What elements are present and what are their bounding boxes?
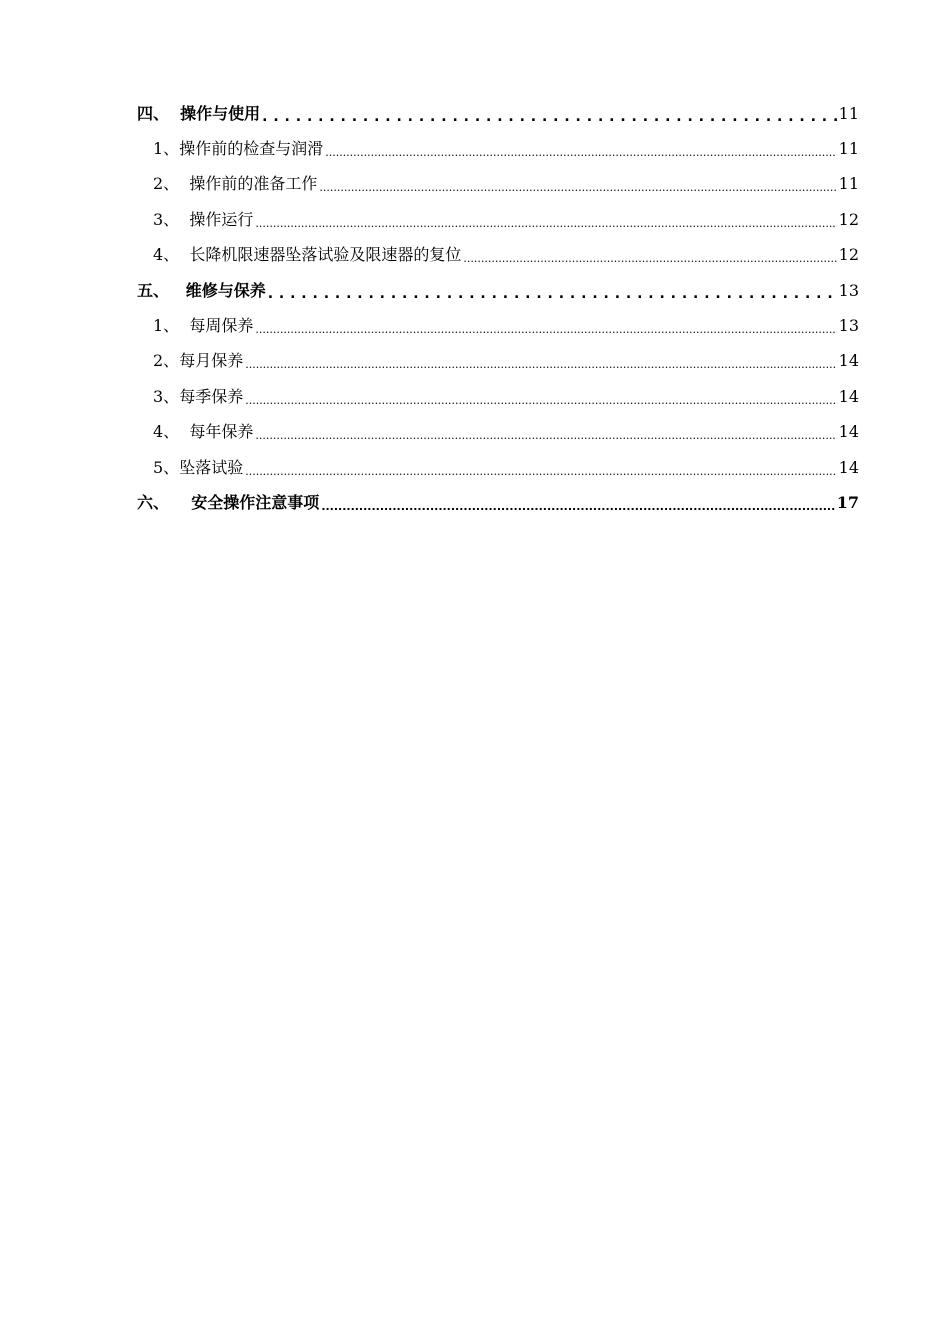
toc-entry-title: 每周保养 — [189, 316, 254, 336]
toc-entry-title: 每月保养 — [179, 351, 244, 371]
toc-entry-title: 每季保养 — [179, 386, 244, 406]
toc-leader-dots — [255, 212, 836, 234]
toc-entry-page: 11 — [838, 103, 859, 123]
toc-entry-4-2[interactable] — [137, 167, 859, 202]
toc-entry-title: 操作与使用 — [180, 103, 261, 123]
toc-entry-page: 14 — [838, 422, 859, 442]
toc-entry-page: 12 — [838, 245, 859, 265]
toc-entry-5-5[interactable] — [137, 450, 859, 485]
table-of-contents — [137, 96, 859, 521]
toc-leader-dots — [319, 176, 836, 198]
toc-entry-number: 2、 — [153, 174, 190, 194]
toc-entry-5-4[interactable] — [137, 415, 859, 450]
toc-entry-page: 12 — [838, 209, 859, 229]
toc-entry-number: 4、 — [153, 422, 190, 442]
toc-entry-number: 1、 — [153, 316, 190, 336]
toc-leader-dots — [245, 460, 836, 482]
toc-entry-5-2[interactable] — [137, 344, 859, 379]
toc-entry-5-3[interactable] — [137, 379, 859, 414]
toc-entry-page: 11 — [838, 174, 859, 194]
toc-entry-title: 安全操作注意事项 — [191, 492, 320, 512]
toc-entry-title: 操作前的准备工作 — [189, 174, 318, 194]
toc-entry-number: 4、 — [153, 245, 190, 265]
toc-entry-page: 17 — [836, 492, 859, 512]
toc-entry-section-4[interactable] — [137, 96, 859, 131]
toc-leader-dots — [255, 424, 836, 446]
toc-entry-page: 11 — [838, 139, 859, 159]
toc-leader-dots — [321, 495, 834, 517]
toc-entry-5-1[interactable] — [137, 308, 859, 343]
toc-leader-dots — [245, 389, 836, 411]
toc-entry-title: 操作运行 — [189, 209, 254, 229]
toc-entry-page: 14 — [838, 386, 859, 406]
toc-entry-page: 14 — [838, 351, 859, 371]
toc-leader-dots — [262, 106, 836, 127]
toc-entry-number: 1、 — [153, 139, 180, 159]
toc-entry-4-1[interactable] — [137, 131, 859, 166]
toc-leader-dots — [268, 283, 837, 304]
toc-entry-page: 13 — [838, 316, 859, 336]
toc-entry-number: 3、 — [153, 209, 190, 229]
toc-entry-title: 操作前的检查与润滑 — [179, 139, 324, 159]
toc-entry-section-5[interactable] — [137, 273, 859, 308]
toc-entry-number: 2、 — [153, 351, 180, 371]
toc-entry-page: 13 — [838, 280, 859, 300]
toc-entry-title: 坠落试验 — [179, 457, 244, 477]
toc-entry-page: 14 — [838, 457, 859, 477]
toc-entry-number: 5、 — [153, 457, 180, 477]
toc-entry-number: 四、 — [137, 103, 181, 123]
toc-entry-4-3[interactable] — [137, 202, 859, 237]
toc-leader-dots — [463, 247, 836, 269]
toc-entry-title: 维修与保养 — [185, 280, 266, 300]
toc-entry-4-4[interactable] — [137, 238, 859, 273]
toc-leader-dots — [245, 353, 836, 375]
toc-entry-section-6[interactable] — [137, 485, 859, 520]
toc-leader-dots — [325, 141, 836, 163]
toc-entry-number: 六、 — [137, 492, 192, 512]
toc-leader-dots — [255, 318, 836, 340]
toc-entry-number: 3、 — [153, 386, 180, 406]
toc-entry-number: 五、 — [137, 280, 186, 300]
toc-entry-title: 长降机限速器坠落试验及限速器的复位 — [189, 245, 462, 265]
toc-entry-title: 每年保养 — [189, 422, 254, 442]
